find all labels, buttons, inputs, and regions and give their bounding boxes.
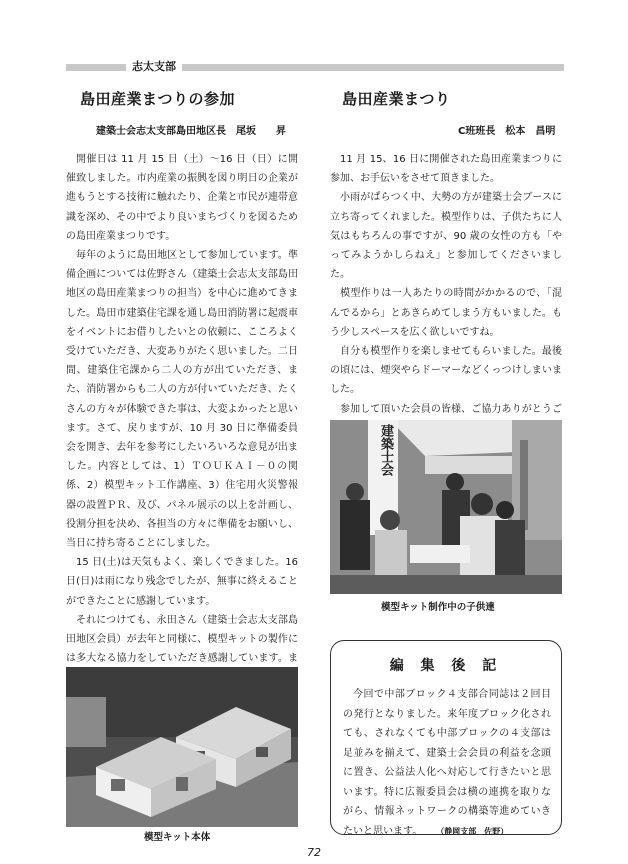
right-photo-caption: 模型キット制作中の子供達: [381, 602, 495, 613]
left-paragraph: 毎年のように島田地区として参加しています。準備企画については佐野さん（建築士会志太支部島田地区の島田産業まつりの担当）を中心に進めてきました。島田市建築住宅課を通し島田消防署に起震車をイベントにお借りしたいとの依頼に、こころよく受けていただき、大変ありがたく思いました。二日間、建築住宅課から二人の方が出ていただき、また、消防署からも二人の方が付いていただき、たくさんの方々が体験できた事は、大変よかったと思います。さて、戻りますが、10 月 30 日に準備委員会を開き、去年を参考にしたいろいろな意見が出ました。内容としては、1）ＴＯＵＫＡＩ－０の関係、2）模型キット工作講座、3）住宅用火災警報器の設置ＰＲ、及び、パネル展示の以上を計画し、役割分担を決め、各担当の方々に準備をお願いし、当日に持ち寄ることにしました。: [66, 250, 298, 550]
left-paragraph: 開催日は 11 月 15 日（土）～16 日（日）に開催致しました。市内産業の振興を図り明日の企業が進もうとする技術に触れたり、企業と市民が連帯意識を深め、その中でより良いまちづくりを図るための島田産業まつりです。: [66, 154, 298, 242]
left-photo-caption: 模型キット本体: [144, 832, 211, 843]
right-article-byline: C班班長 松本 昌明: [458, 126, 556, 137]
right-paragraph: 自分も模型作りを楽しませてもらいました。最後の頃には、煙突やらドーマーなどくっつけしまいました。: [330, 346, 562, 396]
editorial-body: [343, 685, 551, 841]
booth-photo: [330, 420, 562, 594]
left-article-body: [66, 150, 298, 726]
left-article-title: 島田産業まつりの参加: [80, 90, 236, 108]
editorial-signature: （静岡支部 佐野）: [440, 826, 509, 836]
left-article-byline: 建築士会志太支部島田地区長 尾坂 昇: [96, 126, 286, 137]
right-paragraph: 模型作りは一人あたりの時間がかかるので、「混んでるから」とあきらめてしまう方もいました。もう少しスペースを広く欲しいですね。: [330, 288, 562, 338]
right-paragraph: 参加して頂いた会員の皆様、ご協力ありがとうご: [340, 403, 562, 415]
model-kit-illustration: [66, 667, 298, 827]
booth-illustration: [330, 420, 562, 594]
section-label: 志太支部: [126, 58, 182, 76]
left-paragraph: それにつけても、永田さん（建築士会志太支部島田地区会員）が去年と同様に、模型キットの製作には多大なる協力をしていただき感謝しています。ま: [66, 614, 298, 665]
right-paragraph: 11 月 15、16 日に開催された島田産業まつりに参加、お手伝いをさせて頂きました。: [330, 154, 562, 185]
editorial-title: 編 集 後 記: [389, 658, 503, 674]
editorial-box: [330, 640, 562, 835]
booth-banner: 建築士会: [378, 424, 393, 476]
right-article-title: 島田産業まつり: [342, 90, 451, 108]
page-number: 72: [307, 846, 321, 859]
model-kit-photo: [66, 667, 298, 827]
right-article-body: [330, 150, 562, 438]
right-paragraph: 小雨がぱらつく中、大勢の方が建築士会ブースに立ち寄ってくれました。模型作りは、子供たちに人気はもちろんの事ですが、90 歳の女性の方も「やってみようかしらねえ」と参加してくださいました。: [330, 192, 562, 281]
editorial-text: 今回で中部ブロック４支部合同誌は２回目の発行となりました。来年度ブロック化されても、されなくても中部ブロックの４支部は足並みを揃えて、建築士会会員の利益を念頭に置き、公益法人化へ対応して行きたいと思います。特に広報委員会は横の連携を取りながら、情報ネットワークの構築等進めていきたいと思います。: [343, 689, 551, 837]
left-paragraph: 15 日(土)は天気もよく、楽しくできました。16 日(日)は雨になり残念でしたが、無事に終えることができたことに感謝しています。: [66, 557, 298, 607]
